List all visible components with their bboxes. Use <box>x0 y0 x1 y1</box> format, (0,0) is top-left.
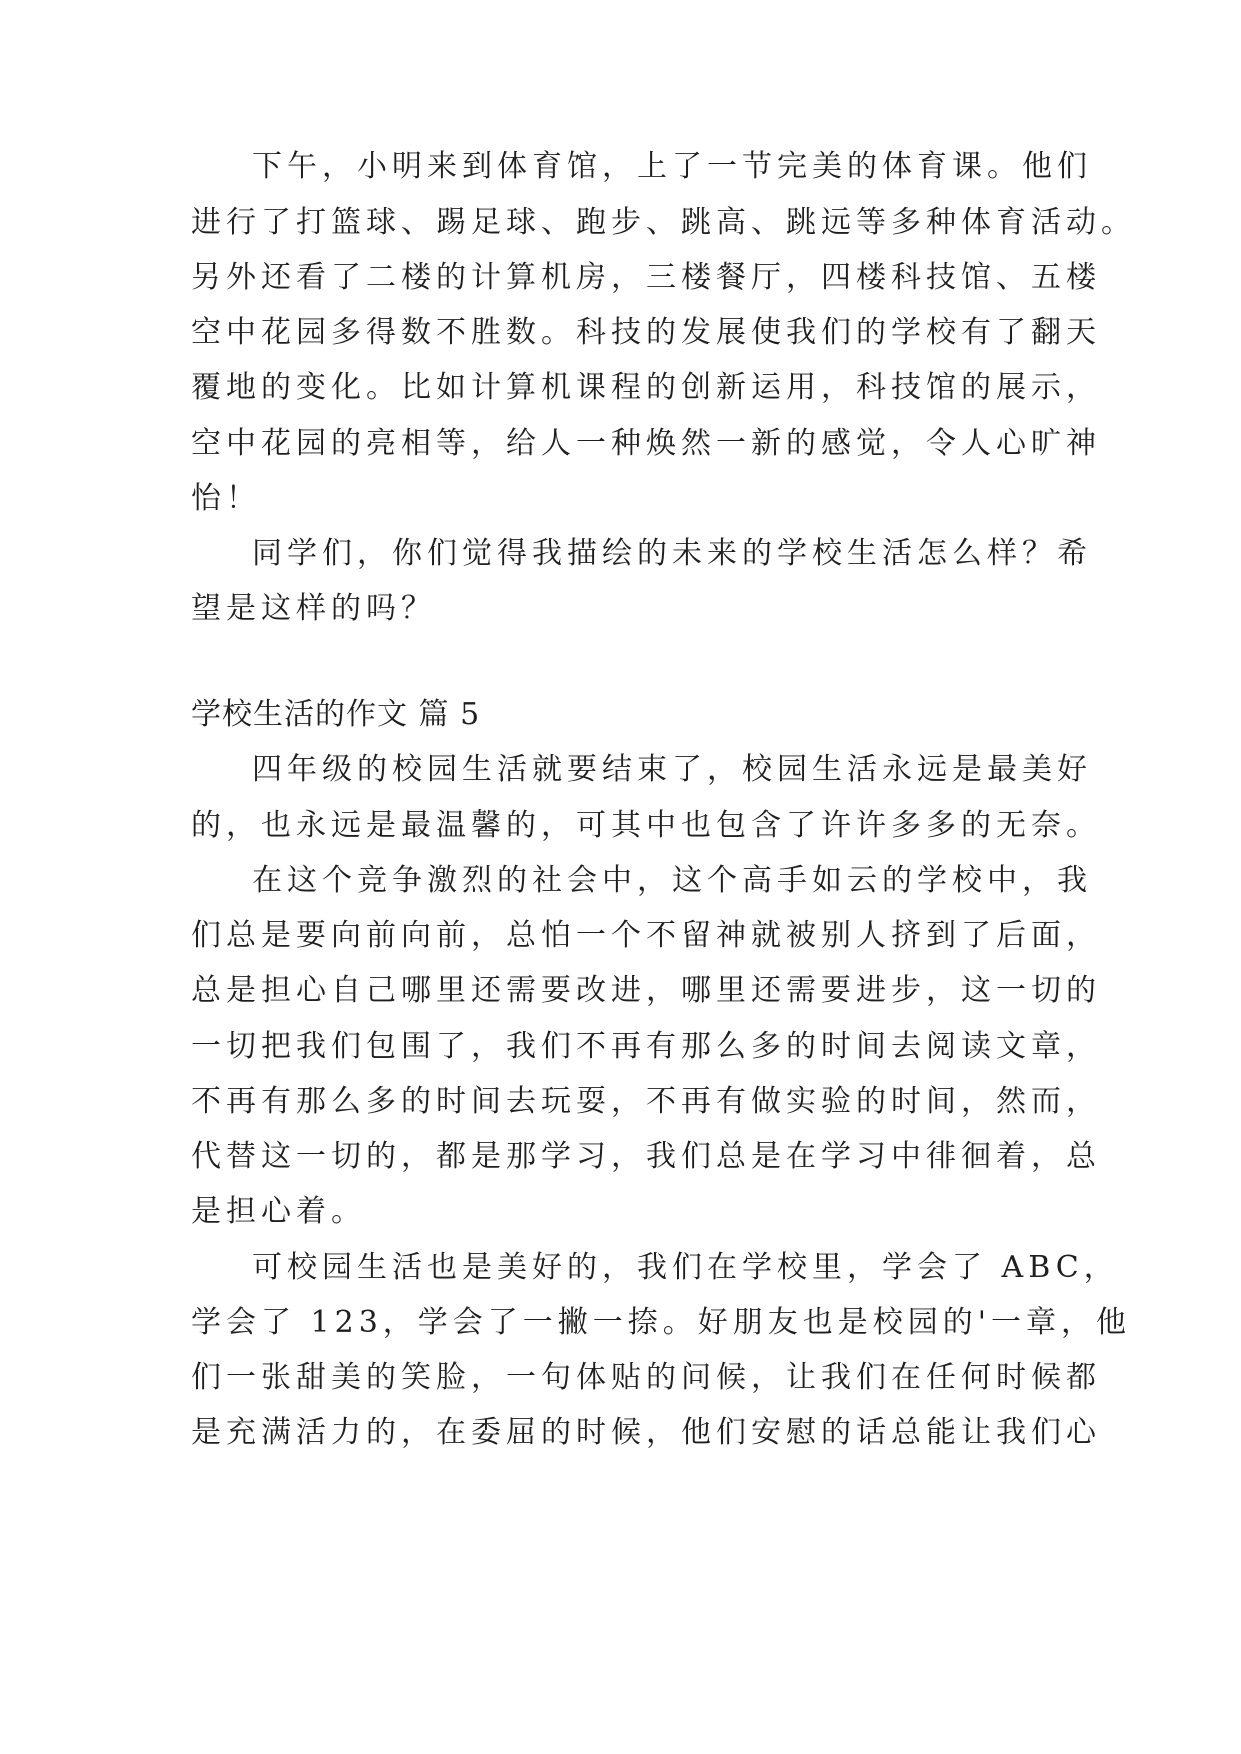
text-line: 们总是要向前向前，总怕一个不留神就被别人挤到了后面， <box>191 918 1101 953</box>
text-line: 空中花园多得数不胜数。科技的发展使我们的学校有了翻天 <box>191 315 1101 350</box>
text-line: 在这个竞争激烈的社会中，这个高手如云的学校中，我 <box>252 863 1092 898</box>
section-heading: 学校生活的作文 篇 5 <box>191 697 481 732</box>
text-line: 总是担心自己哪里还需要改进，哪里还需要进步，这一切的 <box>191 973 1101 1008</box>
text-line: 怡！ <box>191 481 261 516</box>
text-line: 另外还看了二楼的计算机房，三楼餐厅，四楼科技馆、五楼 <box>191 260 1101 295</box>
text-line: 四年级的校园生活就要结束了，校园生活永远是最美好 <box>252 752 1092 787</box>
text-line: 的，也永远是最温馨的，可其中也包含了许许多多的无奈。 <box>191 808 1101 843</box>
text-line: 下午，小明来到体育馆，上了一节完美的体育课。他们 <box>252 149 1092 184</box>
text-line: 覆地的变化。比如计算机课程的创新运用，科技馆的展示， <box>191 370 1101 405</box>
text-line: 是担心着。 <box>191 1194 366 1229</box>
text-line: 同学们，你们觉得我描绘的未来的学校生活怎么样？希 <box>252 536 1092 571</box>
text-line: 们一张甜美的笑脸，一句体贴的问候，让我们在任何时候都 <box>191 1360 1101 1395</box>
text-line: 是充满活力的，在委屈的时候，他们安慰的话总能让我们心 <box>191 1415 1101 1450</box>
text-line: 空中花园的亮相等，给人一种焕然一新的感觉，令人心旷神 <box>191 426 1101 461</box>
text-line: 学会了 123，学会了一撇一捺。好朋友也是校园的'一章，他 <box>191 1305 1132 1340</box>
text-line: 代替这一切的，都是那学习，我们总是在学习中徘徊着，总 <box>191 1139 1101 1174</box>
text-line: 可校园生活也是美好的，我们在学校里，学会了 ABC， <box>252 1250 1119 1285</box>
text-line: 不再有那么多的时间去玩耍，不再有做实验的时间，然而， <box>191 1084 1101 1119</box>
text-line: 进行了打篮球、踢足球、跑步、跳高、跳远等多种体育活动。 <box>191 205 1136 240</box>
text-line: 望是这样的吗？ <box>191 591 436 626</box>
text-line: 一切把我们包围了，我们不再有那么多的时间去阅读文章， <box>191 1029 1101 1064</box>
